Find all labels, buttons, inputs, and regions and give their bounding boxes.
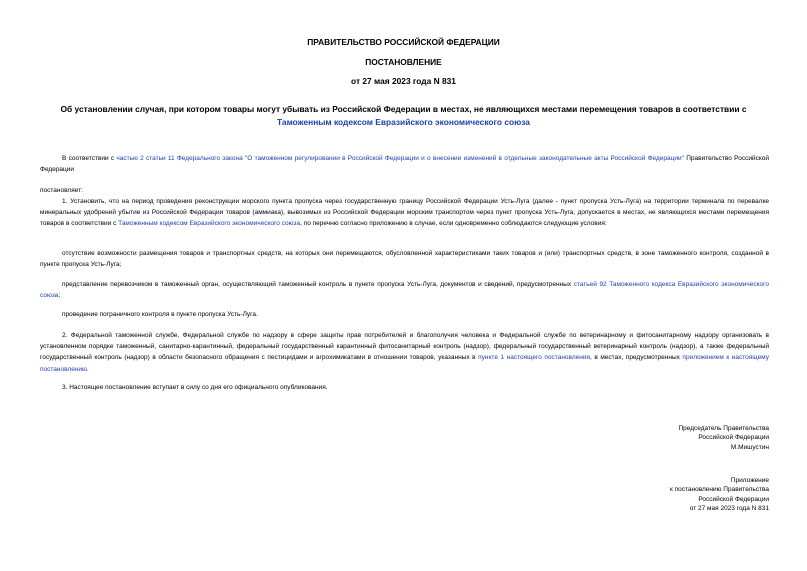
intro-law-link[interactable]: частью 2 статьи 11 Федерального закона "О таможенном регулировании в Российской Федерации и о внесении изменений в отдельные законодательные акты Российской Федерации": [116, 155, 684, 162]
p1-text-b: , по перечню согласно приложению в случае, если одновременно соблюдаются следующие условия:: [300, 220, 607, 228]
annex-line-1: Приложение: [730, 477, 769, 484]
intro-paragraph: [40, 153, 769, 175]
condition-2: [40, 279, 769, 301]
condition-1: отсутствие возможности размещения товаров и транспортных средств, на которых они перемещаются, обусловленной характеристиками таких товаров и (или) транспортных средств, в зоне таможенного контроля, созданной в пункте пропуска Усть-Луга;: [40, 250, 769, 269]
paragraph-3: 3. Настоящее постановление вступает в силу со дня его официального опубликования.: [62, 384, 328, 391]
paragraph-2: [40, 330, 769, 375]
date-number-heading: от 27 мая 2023 года N 831: [351, 76, 456, 86]
document-type-heading: ПОСТАНОВЛЕНИЕ: [365, 57, 442, 67]
p2-point-link[interactable]: пункте 1 настоящего постановления: [478, 354, 590, 362]
paragraph-1: [40, 196, 769, 230]
signature-block: [560, 424, 769, 452]
cond2-text: представление перевозчиком в таможенный орган, осуществляющий таможенный контроль в пункте пропуска Усть-Луга, документов и сведений, предусмотренных: [62, 281, 574, 288]
p2-end: .: [86, 365, 89, 373]
annex-line-4: от 27 мая 2023 года N 831: [689, 505, 769, 513]
title-text: Об установлении случая, при котором товары могут убывать из Российской Федерации в местах, не являющихся местами перемещения товаров в соответствии с: [60, 104, 747, 114]
government-heading: ПРАВИТЕЛЬСТВО РОССИЙСКОЙ ФЕДЕРАЦИИ: [307, 37, 500, 47]
p1-text-a: 1. Установить, что на период проведения реконструкции морского пункта пропуска через государственную границу Российской Федерации Усть-Луга (далее - пункт пропуска Усть-Луга) на территории терминала по перевалке минеральных удобрений убытие из Российской Федерации товаров (аммиака), вывозимых из Российской Федерации морским транспортом через пункт пропуска Усть-Луга, допускается в местах, не являющихся местами перемещения товаров в соответствии с: [40, 198, 769, 228]
annex-line-3: Российской Федерации: [698, 495, 769, 503]
signature-line-1: Председатель Правительства: [678, 425, 769, 432]
p2-text-b: , в местах, предусмотренных: [589, 354, 683, 362]
signature-line-2: Российской Федерации: [698, 434, 769, 442]
document-title: [30, 103, 777, 128]
condition-3: проведение пограничного контроля в пункте пропуска Усть-Луга.: [62, 311, 258, 318]
intro-prefix: В соответствии с: [62, 155, 117, 162]
p1-customs-code-link[interactable]: Таможенным кодексом Евразийского экономического союза: [118, 220, 301, 228]
title-link[interactable]: Таможенным кодексом Евразийского экономического союза: [277, 116, 530, 127]
annex-line-2: к постановлению Правительства: [669, 486, 769, 494]
cond2-end: ;: [58, 292, 61, 300]
signature-name: М.Мишустин: [730, 443, 769, 451]
intro-suffix: Правительство Российской Федерации: [40, 155, 769, 174]
annex-block: [560, 476, 769, 514]
decides-text: постановляет:: [40, 187, 83, 194]
p2-text-a: 2. Федеральной таможенной службе, Федеральной службе по надзору в сфере защиты прав потребителей и благополучия человека и Федеральной службе по ветеринарному и фитосанитарному надзору организовать в установленном порядке таможенный, санитарно-карантинный, федеральный государственный карантинный фитосанитарный контроль (надзор), федеральный государственный ветеринарный контроль (надзор), а также федеральный государственный контроль (надзор) в области безопасного обращения с пестицидами и агрохимикатами в отношении товаров, указанных в: [40, 332, 769, 362]
cond2-article-link[interactable]: статьей 92 Таможенного кодекса Евразийского экономического союза: [40, 281, 769, 300]
p2-annex-link[interactable]: приложением к настоящему постановлению: [40, 354, 769, 373]
